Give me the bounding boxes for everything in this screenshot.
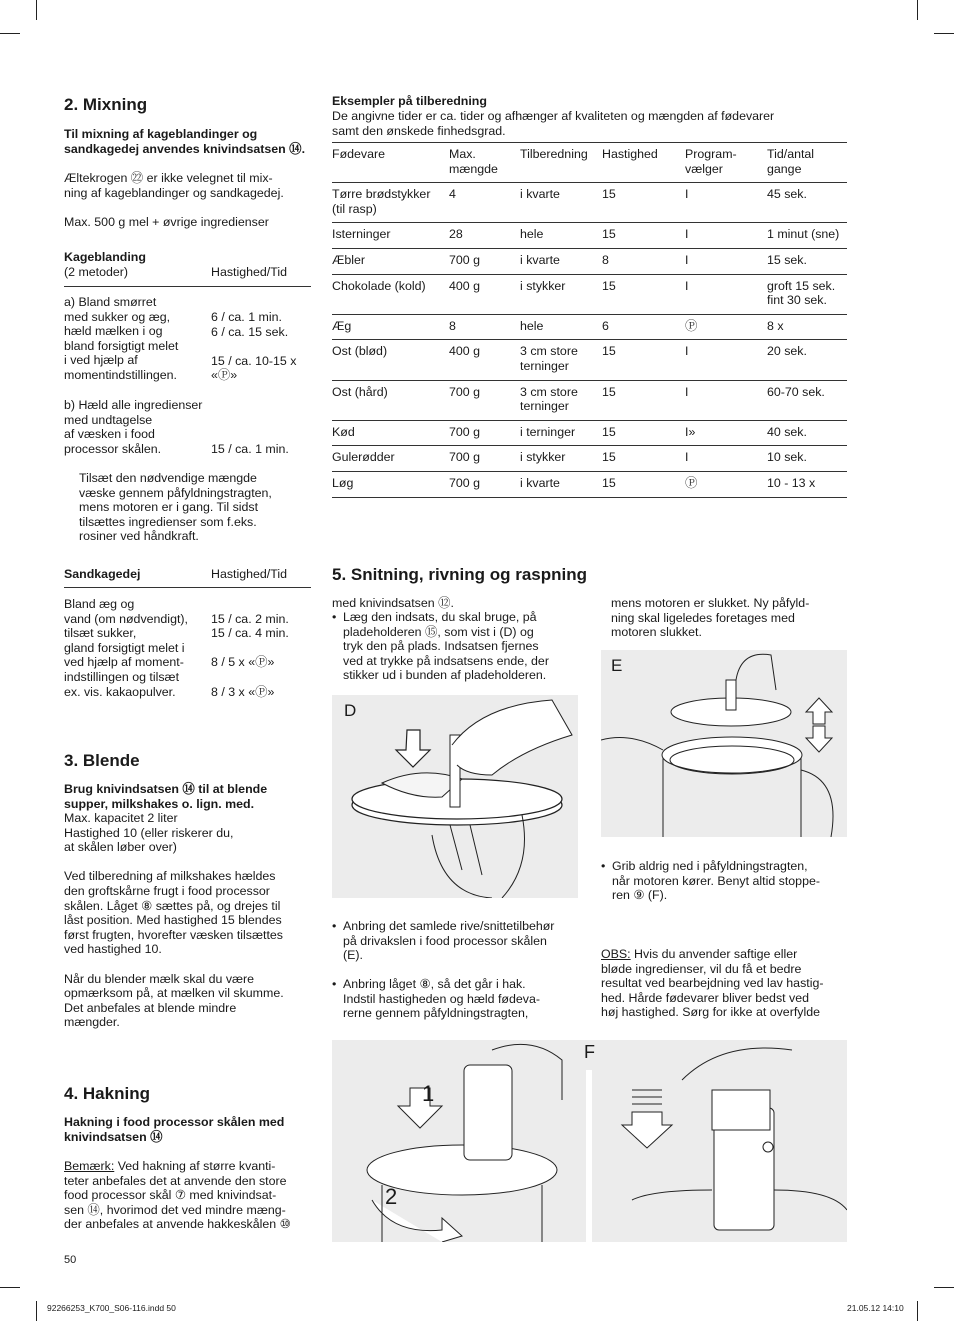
- table-cell: 10 sek.: [767, 446, 847, 472]
- sandkagedej-speed: 15 / ca. 2 min. 15 / ca. 4 min. 8 / 5 x «Ⓟ» 8 / 3 x «Ⓟ»: [211, 611, 289, 699]
- crop-mark: [0, 1287, 20, 1288]
- table-cell: Ost (hård): [332, 380, 449, 420]
- table-cell: 700 g: [449, 420, 520, 446]
- table-cell: Chokolade (kold): [332, 274, 449, 314]
- kageblanding-b-speed: 15 / ca. 1 min.: [211, 442, 289, 456]
- table-row: [332, 314, 847, 340]
- eksempler-title: Eksempler på tilberedning: [332, 94, 487, 108]
- table-cell: i stykker: [520, 274, 602, 314]
- mixning-intro-bold: Til mixning af kageblandinger og sandkagedej anvendes knivindsatsen ⑭.: [64, 127, 306, 156]
- kageblanding-b-text: b) Hæld alle ingredienser med undtagelse af væsken i food processor skålen.: [64, 398, 203, 456]
- table-cell: Æbler: [332, 248, 449, 274]
- table-cell: hele: [520, 314, 602, 340]
- table-cell: Ⓟ: [685, 314, 767, 340]
- eksempler-table: [332, 142, 847, 498]
- table-cell: 15: [602, 183, 685, 223]
- snitning-heading: 5. Snitning, rivning og raspning: [332, 565, 587, 584]
- table-cell: i kvarte: [520, 248, 602, 274]
- blende-bold: Brug knivindsatsen ⑭ til at blende supper, milkshakes o. lign. med.: [64, 782, 268, 811]
- hakning-bold: Hakning i food processor skålen med knivindsatsen ⑭: [64, 1115, 285, 1144]
- kageblanding-subtitle: (2 metoder): [64, 265, 129, 279]
- table-cell: i terninger: [520, 420, 602, 446]
- snitning-col2-bullet-1: • Grib aldrig ned i påfyldningstragten, når motoren kører. Benyt altid stoppe- ren ⑨ (F).: [601, 859, 820, 903]
- kageblanding-col-header: Hastighed/Tid: [211, 265, 287, 279]
- table-cell: 3 cm store terninger: [520, 340, 602, 380]
- table-cell: hele: [520, 223, 602, 249]
- kageblanding-rule: [64, 286, 311, 287]
- table-cell: Æg: [332, 314, 449, 340]
- snitning-bullet-1: • Læg den indsats, du skal bruge, på pladeholderen ⑮, som vist i (D) og tryk den på plads. Indsatsen fjernes ved at trykke på indsatsens ende, der stikker ud i bunden af pladeholderen.: [332, 610, 549, 683]
- sandkagedej-col-header: Hastighed/Tid: [211, 567, 287, 581]
- table-cell: 8 x: [767, 314, 847, 340]
- table-cell: 15: [602, 471, 685, 497]
- table-cell: 15: [602, 274, 685, 314]
- eksempler-intro: De angivne tider er ca. tider og afhænger af kvaliteten og mængden af fødevarer samt den ønskede finhedsgrad.: [332, 109, 775, 138]
- hakning-remark-text: Ved hakning af større kvanti- teter anbefales det at anvende den store food processor skål ⑦ med knivindsat- sen ⑭, hvorimod det ved mindre mæng- der anbefales at anvende hakkeskålen ⑩: [64, 1159, 291, 1232]
- table-row: [332, 446, 847, 472]
- snitning-bullet-3: • Anbring låget ⑧, så det går i hak. Indstil hastigheden og hæld fødeva- rerne gennem påfyldningstragten,: [332, 977, 540, 1021]
- sandkagedej-title: Sandkagedej: [64, 567, 141, 581]
- table-cell: 400 g: [449, 340, 520, 380]
- table-cell: 10 - 13 x: [767, 471, 847, 497]
- table-cell: 700 g: [449, 248, 520, 274]
- table-cell: 15: [602, 340, 685, 380]
- table-cell: I: [685, 340, 767, 380]
- table-header-row: [332, 143, 847, 183]
- figure-e: [601, 650, 847, 837]
- table-header-cell: Tid/antal gange: [767, 143, 847, 183]
- crop-mark: [934, 1287, 954, 1288]
- table-cell: i kvarte: [520, 471, 602, 497]
- kageblanding-note: Tilsæt den nødvendige mængde væske gennem påfyldningstragten, mens motoren er i gang. Til sidst tilsættes ingredienser som f.eks. rosiner ved håndkraft.: [79, 471, 272, 544]
- crop-mark: [917, 1301, 918, 1321]
- table-cell: I: [685, 446, 767, 472]
- table-cell: 15 sek.: [767, 248, 847, 274]
- table-cell: I»: [685, 420, 767, 446]
- crop-mark: [917, 0, 918, 20]
- table-cell: groft 15 sek. fint 30 sek.: [767, 274, 847, 314]
- snitning-obs-text: Hvis du anvender saftige eller bløde ingredienser, vil du få et bedre resultat ved bearbejdning ved lav hastig- hed. Hårde fødevarer bliver bedst ved høj hastighed. Sørg for ikke at overfylde: [601, 947, 824, 1020]
- hakning-remark: [64, 1159, 319, 1232]
- table-cell: I: [685, 380, 767, 420]
- table-cell: Ⓟ: [685, 471, 767, 497]
- crop-mark: [934, 33, 954, 34]
- table-header-cell: Fødevare: [332, 143, 449, 183]
- table-cell: 15: [602, 223, 685, 249]
- table-cell: 3 cm store terninger: [520, 380, 602, 420]
- table-row: [332, 223, 847, 249]
- figure-d-label: D: [344, 701, 357, 720]
- table-cell: 700 g: [449, 471, 520, 497]
- figure-e-label: E: [611, 656, 623, 675]
- table-cell: 8: [602, 248, 685, 274]
- table-cell: 45 sek.: [767, 183, 847, 223]
- table-row: [332, 274, 847, 314]
- table-cell: 8: [449, 314, 520, 340]
- figure-f-step-1: 1: [422, 1081, 435, 1106]
- table-cell: 15: [602, 420, 685, 446]
- table-cell: Ost (blød): [332, 340, 449, 380]
- hakning-remark-label: Bemærk:: [64, 1159, 115, 1173]
- table-row: [332, 340, 847, 380]
- table-cell: Tørre brødstykker (til rasp): [332, 183, 449, 223]
- table-row: [332, 183, 847, 223]
- figure-d-illustration: [332, 695, 578, 898]
- table-cell: 15: [602, 380, 685, 420]
- table-header-cell: Max. mængde: [449, 143, 520, 183]
- table-row: [332, 471, 847, 497]
- table-cell: 28: [449, 223, 520, 249]
- table-cell: 700 g: [449, 446, 520, 472]
- kageblanding-a-speed: 6 / ca. 1 min. 6 / ca. 15 sek. 15 / ca. 10-15 x «Ⓟ»: [211, 310, 297, 383]
- mixning-max: Max. 500 g mel + øvrige ingredienser: [64, 215, 269, 229]
- snitning-col2-cont: mens motoren er slukket. Ny påfyld- ning skal ligeledes foretages med motoren slukket.: [611, 596, 810, 640]
- figure-f-illustration: [332, 1040, 847, 1242]
- snitning-obs: [601, 947, 851, 1020]
- sandkagedej-text: Bland æg og vand (om nødvendigt), tilsæt sukker, gland forsigtigt melet i ved hjælp af moment- indstillingen og tilsæt ex. vis. kakaopulver.: [64, 597, 188, 699]
- table-cell: 15: [602, 446, 685, 472]
- figure-f-step-2: 2: [385, 1184, 398, 1209]
- table-cell: 400 g: [449, 274, 520, 314]
- table-cell: 6: [602, 314, 685, 340]
- kageblanding-title: Kageblanding: [64, 250, 146, 264]
- crop-mark: [36, 0, 37, 20]
- figure-f: [332, 1040, 847, 1242]
- table-cell: 700 g: [449, 380, 520, 420]
- snitning-bullet-2: • Anbring det samlede rive/snittetilbehør på drivakslen i food processor skålen (E).: [332, 919, 555, 963]
- footer-date: 21.05.12 14:10: [847, 1303, 904, 1313]
- snitning-obs-label: OBS:: [601, 947, 631, 961]
- sandkagedej-rule: [64, 587, 311, 588]
- table-row: [332, 380, 847, 420]
- crop-mark: [0, 33, 20, 34]
- page-number: 50: [64, 1254, 77, 1266]
- figure-d: [332, 695, 578, 898]
- table-row: [332, 248, 847, 274]
- mixning-heading: 2. Mixning: [64, 95, 148, 114]
- table-cell: 20 sek.: [767, 340, 847, 380]
- table-cell: 60-70 sek.: [767, 380, 847, 420]
- table-cell: Isterninger: [332, 223, 449, 249]
- snitning-col1-intro: med knivindsatsen ⑫.: [332, 596, 454, 610]
- footer-file: 92266253_K700_S06-116.indd 50: [47, 1303, 176, 1313]
- hakning-heading: 4. Hakning: [64, 1084, 150, 1103]
- blende-text: Max. kapacitet 2 liter Hastighed 10 (eller riskerer du, at skålen løber over) Ved tilberedning af milkshakes hældes den groftskårne frugt i food processor skålen. Låget ⑧ sættes på, og drejes til låst position. Med hastighed 15 blendes først frugten, hvorefter væsken tilsættes ved hastighed 10. Når du blender mælk skal du være opmærksom på, at mælken vil skumme. Det anbefales at blende mindre mængder.: [64, 811, 284, 1030]
- table-header-cell: Hastighed: [602, 143, 685, 183]
- table-cell: Gulerødder: [332, 446, 449, 472]
- table-cell: 40 sek.: [767, 420, 847, 446]
- table-row: [332, 420, 847, 446]
- kageblanding-a-text: a) Bland smørret med sukker og æg, hæld mælken i og bland forsigtigt melet i ved hjælp af momentindstillingen.: [64, 295, 179, 382]
- table-header-cell: Tilberedning: [520, 143, 602, 183]
- figure-e-illustration: [601, 650, 847, 837]
- table-cell: i stykker: [520, 446, 602, 472]
- figure-f-label: F: [584, 1042, 595, 1062]
- table-cell: I: [685, 274, 767, 314]
- table-cell: I: [685, 223, 767, 249]
- table-cell: I: [685, 248, 767, 274]
- mixning-intro-text: Æltekrogen ㉒ er ikke velegnet til mix- ning af kageblandinger og sandkagedej.: [64, 171, 284, 200]
- table-cell: 1 minut (sne): [767, 223, 847, 249]
- table-cell: i kvarte: [520, 183, 602, 223]
- crop-mark: [36, 1301, 37, 1321]
- table-cell: Løg: [332, 471, 449, 497]
- table-cell: I: [685, 183, 767, 223]
- table-header-cell: Program- vælger: [685, 143, 767, 183]
- table-cell: 4: [449, 183, 520, 223]
- blende-heading: 3. Blende: [64, 751, 140, 770]
- table-cell: Kød: [332, 420, 449, 446]
